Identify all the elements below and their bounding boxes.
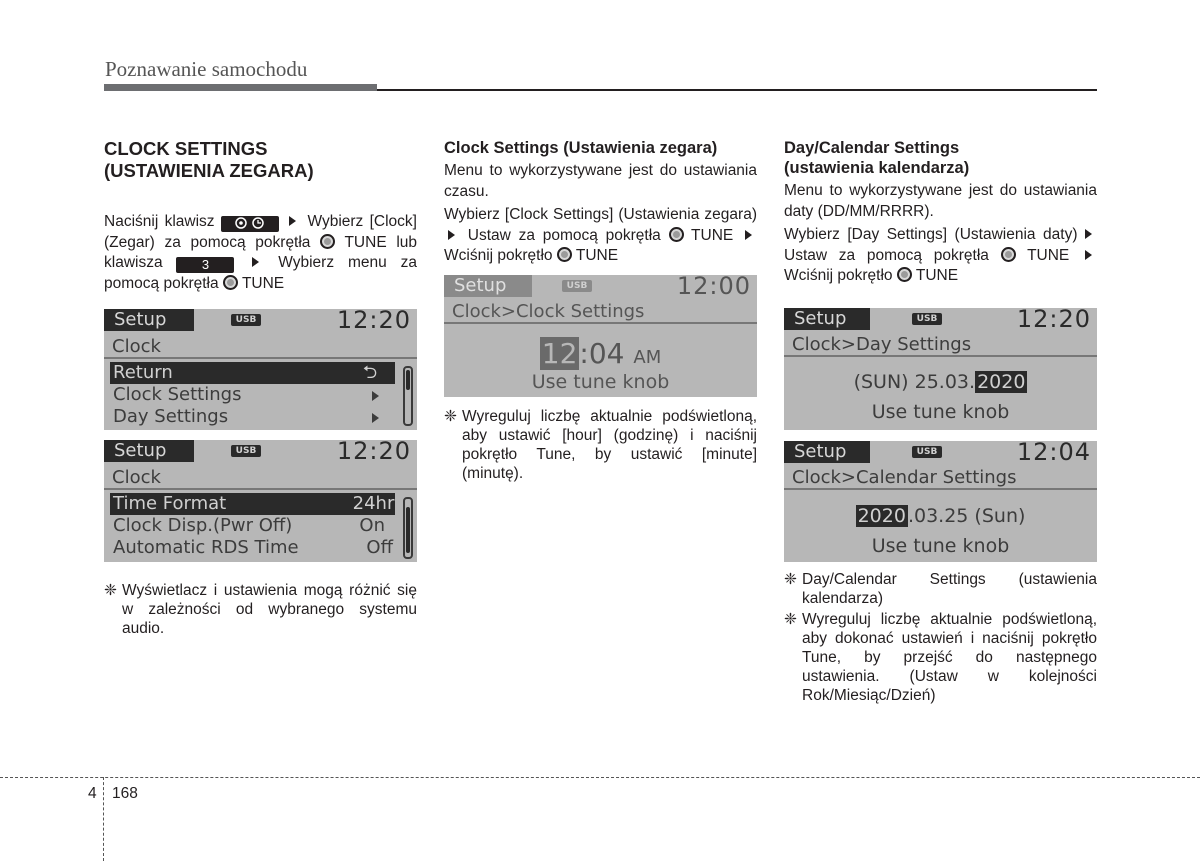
tune-knob-icon (897, 267, 912, 282)
usb-badge: USB (231, 445, 261, 457)
note-block (104, 581, 417, 640)
screen-subtitle: Clock>Calendar Settings (784, 466, 1097, 490)
scrollbar (403, 366, 413, 426)
screen-subtitle: Clock>Day Settings (784, 333, 1097, 357)
year-field: 2020 (977, 371, 1026, 393)
setup-clock-key-icon (221, 216, 279, 232)
usb-badge: USB (562, 280, 592, 292)
tune-knob-icon (320, 234, 335, 249)
screen-title: Setup (104, 440, 194, 462)
section-heading: Day/Calendar Settings (ustawienia kalendarza) (784, 139, 970, 177)
section-heading: CLOCK SETTINGS (USTAWIENIA ZEGARA) (104, 138, 314, 181)
screen-clock: 12:20 (1016, 308, 1091, 333)
scrollbar (403, 497, 413, 559)
screen-subtitle: Clock (104, 466, 417, 490)
menu-item-day-settings: Day Settings (110, 406, 395, 428)
arrow-icon (252, 257, 259, 267)
note: ❈ Wyreguluj liczbę aktualnie podświetloną, aby dokonać ustawień i naciśnij pokrętło Tune, by przejść do następnego ustawienia. (Ustaw w kolejności Rok/Miesiąc/Dzień) (784, 611, 1097, 704)
screen-calendar-settings (784, 441, 1097, 562)
screen-clock: 12:04 (1016, 441, 1091, 466)
arrow-icon (1085, 229, 1092, 239)
paragraph: Menu to wykorzystywane jest do ustawiania czasu. (444, 162, 757, 200)
screen-clock: 12:00 (676, 275, 751, 300)
footer-divider-vertical (103, 777, 104, 861)
hint-text: Use tune knob (531, 371, 670, 393)
screen-clock: 12:20 (336, 440, 411, 465)
tune-knob-icon (669, 227, 684, 242)
chapter-number: 4 (88, 785, 97, 802)
year-field: 2020 (857, 505, 906, 527)
section-heading: Clock Settings (Ustawienia zegara) (444, 139, 718, 157)
hour-field: 12 (541, 337, 578, 370)
ampm-field: AM (633, 347, 662, 368)
date-value: 2020 .03.25 (Sun) (857, 505, 1026, 527)
screen-subtitle: Clock>Clock Settings (444, 300, 757, 324)
hint-text: Use tune knob (871, 535, 1010, 557)
tune-knob-icon (1001, 247, 1016, 262)
note-block (444, 407, 757, 485)
note-symbol-icon: ❈ (784, 611, 797, 628)
note: ❈ Wyświetlacz i ustawienia mogą różnić się w zależności od wybranego systemu audio. (104, 582, 417, 637)
note: ❈ Wyreguluj liczbę aktualnie podświetloną, aby ustawić [hour] (godzinę) i naciśnij pokrętło Tune, by ustawić [minute] (minutę). (444, 408, 757, 482)
screen-subtitle: Clock (104, 335, 417, 359)
arrow-icon (448, 230, 455, 240)
screen-clock-menu (104, 309, 417, 430)
menu-item-return: Return ⮌ (110, 362, 395, 384)
usb-badge: USB (912, 313, 942, 325)
screen-title: Setup (784, 441, 870, 463)
usb-badge: USB (912, 446, 942, 458)
note-symbol-icon: ❈ (104, 582, 117, 599)
option-clock-disp: Clock Disp.(Pwr Off) On (113, 515, 385, 536)
header-rule (104, 84, 1097, 91)
instruction-paragraph: Wybierz [Day Settings] (Ustawienia daty) Ustaw za pomocą pokrętła TUNE Wciśnij pokrętło TUNE (784, 225, 1097, 287)
screen-title: Setup (444, 275, 532, 297)
time-value: 12:04 AM (541, 337, 662, 370)
option-automatic-rds-time: Automatic RDS Time Off (113, 537, 393, 558)
page-number: 168 (112, 785, 138, 802)
chevron-right-icon (372, 413, 379, 423)
usb-badge: USB (231, 314, 261, 326)
tune-knob-icon (223, 275, 238, 290)
screen-title: Setup (104, 309, 194, 331)
paragraph: Menu to wykorzystywane jest do ustawiania daty (DD/MM/RRRR). (784, 182, 1097, 220)
arrow-icon (289, 216, 296, 226)
column-day-calendar (784, 138, 1097, 290)
footer-divider (0, 777, 1200, 778)
screen-clock: 12:20 (336, 309, 411, 334)
note-symbol-icon: ❈ (444, 408, 457, 425)
screen-day-settings (784, 308, 1097, 430)
tune-knob-icon (557, 247, 572, 262)
screen-clock-options (104, 440, 417, 562)
arrow-icon (745, 230, 752, 240)
screen-title: Setup (784, 308, 870, 330)
date-value: (SUN) 25.03. 2020 (853, 371, 1026, 393)
minute-field: 04 (588, 337, 625, 370)
instruction-paragraph: Wybierz [Clock Settings] (Ustawienia zegara) Ustaw za pomocą pokrętła TUNE Wciśnij pokrętło TUNE (444, 206, 757, 264)
note: ❈ Day/Calendar Settings (ustawienia kalendarza) (784, 571, 1097, 607)
column-clock-settings (104, 138, 417, 297)
chevron-right-icon (372, 391, 379, 401)
return-icon: ⮌ (345, 362, 395, 384)
instruction-paragraph: Naciśnij klawisz Wybierz [Clock] (Zegar) za pomocą pokrętła TUNE lub klawisza 3 Wybierz menu za pomocą pokrętła TUNE (104, 213, 417, 292)
note-block (784, 570, 1097, 707)
column-clock-time (444, 138, 757, 270)
option-time-format-value: 24hr (352, 493, 395, 514)
option-time-format: Time Format (110, 493, 395, 515)
arrow-icon (1085, 250, 1092, 260)
hint-text: Use tune knob (871, 401, 1010, 423)
key-3-icon: 3 (176, 257, 234, 273)
screen-clock-settings (444, 275, 757, 397)
menu-item-clock-settings: Clock Settings (110, 384, 395, 406)
note-symbol-icon: ❈ (784, 571, 797, 588)
running-header: Poznawanie samochodu (105, 57, 308, 81)
